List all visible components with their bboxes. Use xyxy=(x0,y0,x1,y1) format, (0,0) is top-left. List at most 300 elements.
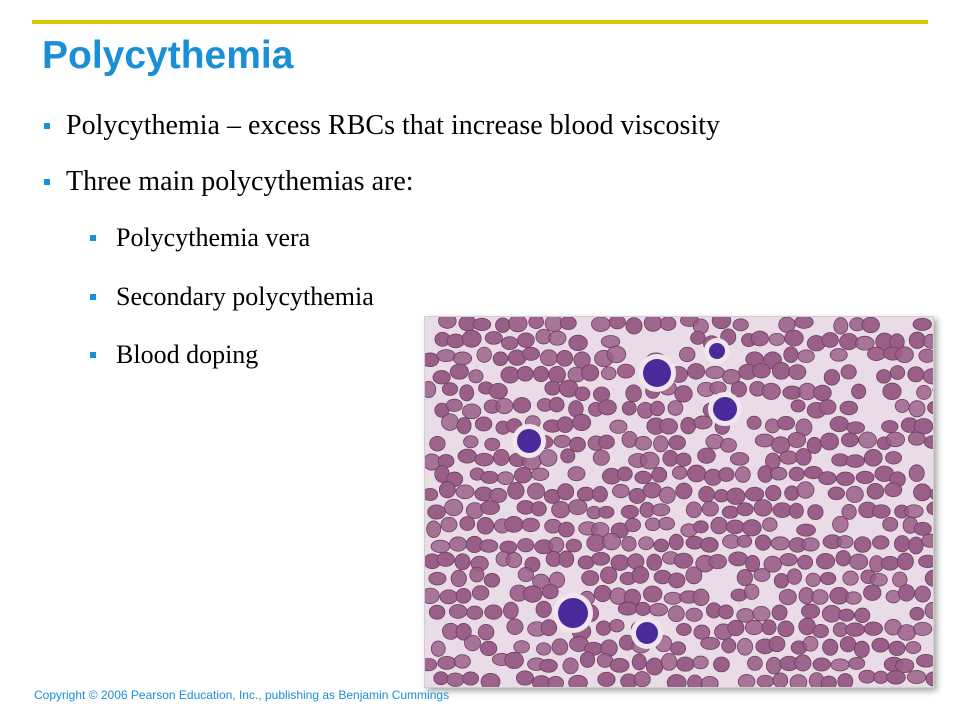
red-blood-cell xyxy=(694,521,709,533)
red-blood-cell xyxy=(542,584,558,598)
red-blood-cell xyxy=(475,453,493,466)
red-blood-cell xyxy=(523,586,542,602)
red-blood-cell xyxy=(688,364,705,380)
red-blood-cell xyxy=(635,471,652,483)
red-blood-cell xyxy=(762,383,780,399)
red-blood-cell xyxy=(458,449,476,463)
red-blood-cell xyxy=(823,639,838,655)
red-blood-cell xyxy=(883,383,901,400)
red-blood-cell xyxy=(439,317,457,328)
red-blood-cell xyxy=(733,319,748,331)
red-blood-cell xyxy=(663,450,678,466)
red-blood-cell xyxy=(837,536,853,548)
red-blood-cell xyxy=(919,349,933,362)
red-blood-cell xyxy=(654,539,669,552)
red-blood-cell xyxy=(830,349,847,362)
red-blood-cell xyxy=(626,318,642,334)
red-blood-cell xyxy=(862,317,880,333)
sub-bullet-text: Polycythemia vera xyxy=(116,223,311,252)
red-blood-cell xyxy=(430,436,446,451)
red-blood-cell xyxy=(791,400,805,412)
red-blood-cell xyxy=(514,641,530,653)
red-blood-cell xyxy=(531,502,546,516)
red-blood-cell xyxy=(883,517,898,531)
red-blood-cell xyxy=(559,551,574,567)
blood-smear-image xyxy=(425,317,933,687)
red-blood-cell xyxy=(913,622,931,635)
red-blood-cell xyxy=(425,658,437,670)
red-blood-cell xyxy=(867,483,884,499)
red-blood-cell xyxy=(477,517,494,534)
red-blood-cell xyxy=(621,505,638,518)
red-blood-cell xyxy=(561,449,575,463)
red-blood-cell xyxy=(905,505,924,518)
red-blood-cell xyxy=(841,433,858,447)
red-blood-cell xyxy=(887,671,906,684)
red-blood-cell xyxy=(472,586,489,600)
red-blood-cell xyxy=(563,658,578,674)
red-blood-cell xyxy=(872,505,890,518)
red-blood-cell xyxy=(659,487,675,503)
red-blood-cell xyxy=(467,606,483,619)
red-blood-cell xyxy=(480,540,498,553)
red-blood-cell xyxy=(872,638,889,652)
bullet-marker-icon xyxy=(90,352,96,358)
red-blood-cell xyxy=(607,346,626,363)
red-blood-cell xyxy=(677,657,694,671)
red-blood-cell xyxy=(540,659,558,672)
red-blood-cell xyxy=(536,643,551,655)
top-rule xyxy=(32,20,928,24)
red-blood-cell xyxy=(694,416,712,429)
red-blood-cell xyxy=(916,654,933,667)
red-blood-cell xyxy=(463,672,479,685)
red-blood-cell xyxy=(796,448,811,465)
red-blood-cell xyxy=(497,472,513,485)
red-blood-cell xyxy=(867,347,885,361)
red-blood-cell xyxy=(836,472,854,485)
red-blood-cell xyxy=(780,451,798,464)
red-blood-cell xyxy=(622,536,636,551)
red-blood-cell xyxy=(639,537,654,550)
red-blood-cell xyxy=(667,674,686,687)
red-blood-cell xyxy=(914,522,931,535)
red-blood-cell xyxy=(909,465,924,482)
red-blood-cell xyxy=(735,467,750,483)
red-blood-cell xyxy=(843,571,859,585)
red-blood-cell xyxy=(569,675,588,687)
red-blood-cell xyxy=(431,540,450,552)
red-blood-cell xyxy=(477,347,492,362)
red-blood-cell xyxy=(580,652,594,668)
red-blood-cell xyxy=(806,573,820,586)
red-blood-cell xyxy=(773,673,788,687)
red-blood-cell xyxy=(795,655,811,671)
red-blood-cell xyxy=(593,486,608,502)
red-blood-cell xyxy=(427,521,441,538)
red-blood-cell xyxy=(828,487,844,500)
red-blood-cell xyxy=(679,347,695,361)
red-blood-cell xyxy=(762,518,777,531)
red-blood-cell xyxy=(502,337,518,350)
red-blood-cell xyxy=(514,467,531,483)
red-blood-cell xyxy=(539,450,556,467)
red-blood-cell xyxy=(909,401,925,417)
red-blood-cell xyxy=(617,467,632,481)
white-blood-cell-nucleus xyxy=(709,343,725,359)
red-blood-cell xyxy=(462,404,480,419)
red-blood-cell xyxy=(722,639,736,653)
red-blood-cell xyxy=(625,518,640,531)
red-blood-cell xyxy=(890,366,904,380)
red-blood-cell xyxy=(780,553,797,565)
red-blood-cell xyxy=(661,653,677,670)
red-blood-cell xyxy=(742,520,761,536)
red-blood-cell xyxy=(518,539,534,552)
red-blood-cell xyxy=(751,331,768,346)
red-blood-cell xyxy=(754,500,772,517)
bullet-marker-icon xyxy=(44,123,50,129)
red-blood-cell xyxy=(798,555,813,569)
red-blood-cell xyxy=(698,448,716,463)
red-blood-cell xyxy=(846,623,865,636)
red-blood-cell xyxy=(822,333,838,348)
red-blood-cell xyxy=(447,673,464,687)
red-blood-cell xyxy=(676,623,691,635)
red-blood-cell xyxy=(636,602,651,615)
red-blood-cell xyxy=(773,503,792,518)
red-blood-cell xyxy=(813,658,831,671)
red-blood-cell xyxy=(788,432,806,447)
red-blood-cell xyxy=(450,537,467,551)
red-blood-cell xyxy=(672,466,687,479)
red-blood-cell xyxy=(797,482,814,498)
red-blood-cell xyxy=(643,586,662,602)
red-blood-cell xyxy=(753,363,771,378)
red-blood-cell xyxy=(431,641,445,656)
red-blood-cell xyxy=(601,367,616,380)
red-blood-cell xyxy=(693,656,708,669)
red-blood-cell xyxy=(864,585,881,601)
red-blood-cell xyxy=(838,674,853,687)
red-blood-cell xyxy=(527,483,544,499)
red-blood-cell xyxy=(813,624,829,637)
white-blood-cell-nucleus xyxy=(517,429,541,453)
red-blood-cell xyxy=(789,467,804,481)
red-blood-cell xyxy=(529,317,544,329)
red-blood-cell xyxy=(481,471,499,483)
red-blood-cell xyxy=(456,485,474,499)
red-blood-cell xyxy=(660,317,676,330)
red-blood-cell xyxy=(669,534,683,550)
red-blood-cell xyxy=(434,672,448,685)
red-blood-cell xyxy=(568,500,587,515)
red-blood-cell xyxy=(831,659,849,671)
red-blood-cell xyxy=(464,436,479,448)
red-blood-cell xyxy=(909,537,923,554)
red-blood-cell xyxy=(757,675,773,687)
red-blood-cell xyxy=(830,417,849,432)
red-blood-cell xyxy=(439,482,455,498)
red-blood-cell xyxy=(889,641,905,655)
red-blood-cell xyxy=(907,670,926,683)
red-blood-cell xyxy=(552,639,568,655)
red-blood-cell xyxy=(896,347,914,363)
red-blood-cell xyxy=(702,501,718,516)
red-blood-cell xyxy=(714,657,730,672)
red-blood-cell xyxy=(575,387,590,401)
red-blood-cell xyxy=(886,432,904,447)
red-blood-cell xyxy=(622,401,636,415)
red-blood-cell xyxy=(505,516,523,532)
red-blood-cell xyxy=(643,483,661,498)
red-blood-cell xyxy=(840,636,856,651)
red-blood-cell xyxy=(612,484,629,498)
white-blood-cell-nucleus xyxy=(558,598,588,628)
red-blood-cell xyxy=(635,436,652,450)
red-blood-cell xyxy=(744,584,759,599)
red-blood-cell xyxy=(769,333,785,345)
red-blood-cell xyxy=(447,334,465,348)
red-blood-cell xyxy=(569,335,588,350)
red-blood-cell xyxy=(664,592,682,604)
bullet-item xyxy=(44,166,414,198)
red-blood-cell xyxy=(505,652,524,668)
red-blood-cell xyxy=(632,654,646,670)
red-blood-cell xyxy=(442,414,459,431)
red-blood-cell xyxy=(816,553,834,569)
red-blood-cell xyxy=(726,520,744,534)
red-blood-cell xyxy=(566,539,582,552)
red-blood-cell xyxy=(670,642,685,655)
red-blood-cell xyxy=(501,367,519,383)
red-blood-cell xyxy=(503,602,518,619)
red-blood-cell xyxy=(746,487,764,501)
red-blood-cell xyxy=(438,656,456,669)
red-blood-cell xyxy=(906,642,921,654)
red-blood-cell xyxy=(845,592,861,604)
red-blood-cell xyxy=(691,331,706,344)
red-blood-cell xyxy=(646,658,663,675)
red-blood-cell xyxy=(874,671,888,683)
red-blood-cell xyxy=(489,383,507,399)
red-blood-cell xyxy=(737,638,752,655)
red-blood-cell xyxy=(548,676,564,687)
red-blood-cell xyxy=(849,657,865,669)
red-blood-cell xyxy=(686,567,702,584)
red-blood-cell xyxy=(557,484,573,500)
red-blood-cell xyxy=(820,400,836,415)
red-blood-cell xyxy=(908,432,925,445)
red-blood-cell xyxy=(536,601,551,617)
red-blood-cell xyxy=(462,330,481,347)
red-blood-cell xyxy=(577,487,594,501)
red-blood-cell xyxy=(834,318,848,335)
red-blood-cell xyxy=(686,608,702,621)
red-blood-cell xyxy=(668,401,683,416)
red-blood-cell xyxy=(649,603,667,616)
red-blood-cell xyxy=(549,366,566,383)
red-blood-cell xyxy=(517,366,533,381)
bullet-item xyxy=(44,110,720,142)
red-blood-cell xyxy=(706,366,725,378)
red-blood-cell xyxy=(722,506,738,518)
red-blood-cell xyxy=(886,451,902,464)
slide-title: Polycythemia xyxy=(42,34,294,77)
red-blood-cell xyxy=(772,362,790,379)
red-blood-cell xyxy=(720,438,736,452)
red-blood-cell xyxy=(591,317,610,331)
red-blood-cell xyxy=(870,573,887,586)
red-blood-cell xyxy=(560,317,576,330)
red-blood-cell xyxy=(864,622,882,635)
red-blood-cell xyxy=(798,350,814,363)
red-blood-cell xyxy=(846,455,865,468)
sub-bullet-item xyxy=(90,223,310,253)
red-blood-cell xyxy=(785,330,804,346)
red-blood-cell xyxy=(801,604,819,618)
red-blood-cell xyxy=(669,573,685,588)
blood-smear-micrograph xyxy=(424,316,934,688)
red-blood-cell xyxy=(839,609,854,621)
red-blood-cell xyxy=(737,570,752,586)
red-blood-cell xyxy=(766,657,781,674)
red-blood-cell xyxy=(454,655,470,669)
red-blood-cell xyxy=(687,465,705,482)
red-blood-cell xyxy=(855,608,870,622)
red-blood-cell xyxy=(897,553,913,570)
red-blood-cell xyxy=(719,468,734,482)
red-blood-cell xyxy=(915,586,931,602)
red-blood-cell xyxy=(895,399,909,412)
red-blood-cell xyxy=(610,658,629,672)
red-blood-cell xyxy=(634,672,650,687)
red-blood-cell xyxy=(894,536,909,552)
red-blood-cell xyxy=(802,538,819,551)
sub-bullet-text: Blood doping xyxy=(116,340,259,369)
red-blood-cell xyxy=(803,636,818,651)
red-blood-cell xyxy=(554,435,570,447)
white-blood-cell-nucleus xyxy=(636,622,658,644)
sub-bullet-item xyxy=(90,282,374,312)
red-blood-cell xyxy=(440,590,458,604)
red-blood-cell xyxy=(618,602,637,615)
red-blood-cell xyxy=(475,417,492,431)
red-blood-cell xyxy=(549,331,566,345)
red-blood-cell xyxy=(485,332,502,345)
red-blood-cell xyxy=(819,472,837,485)
red-blood-cell xyxy=(797,524,816,536)
red-blood-cell xyxy=(833,516,849,532)
red-blood-cell xyxy=(469,370,483,383)
sub-bullet-text: Secondary polycythemia xyxy=(116,282,374,311)
red-blood-cell xyxy=(881,556,898,570)
red-blood-cell xyxy=(453,352,471,365)
red-blood-cell xyxy=(688,675,703,687)
red-blood-cell xyxy=(533,366,548,382)
red-blood-cell xyxy=(654,436,669,452)
red-blood-cell xyxy=(747,416,761,429)
red-blood-cell xyxy=(507,619,523,635)
red-blood-cell xyxy=(522,518,539,532)
red-blood-cell xyxy=(647,554,662,570)
red-blood-cell xyxy=(659,517,675,530)
red-blood-cell xyxy=(449,605,467,619)
red-blood-cell xyxy=(558,522,574,537)
red-blood-cell xyxy=(846,486,863,502)
red-blood-cell xyxy=(841,365,856,379)
red-blood-cell xyxy=(485,438,500,450)
red-blood-cell xyxy=(457,417,471,433)
red-blood-cell xyxy=(686,502,701,518)
red-blood-cell xyxy=(429,605,445,619)
red-blood-cell xyxy=(609,317,625,329)
red-blood-cell xyxy=(913,318,931,330)
red-blood-cell xyxy=(840,401,858,415)
red-blood-cell xyxy=(451,570,466,586)
red-blood-cell xyxy=(729,552,748,566)
red-blood-cell xyxy=(652,504,670,516)
red-blood-cell xyxy=(790,675,807,687)
red-blood-cell xyxy=(582,571,599,586)
red-blood-cell xyxy=(480,641,496,655)
red-blood-cell xyxy=(645,518,660,531)
red-blood-cell xyxy=(669,436,686,450)
red-blood-cell xyxy=(730,453,749,466)
red-blood-cell xyxy=(728,620,744,635)
red-blood-cell xyxy=(852,384,866,399)
red-blood-cell xyxy=(596,621,611,635)
red-blood-cell xyxy=(917,385,931,399)
red-blood-cell xyxy=(594,585,611,601)
red-blood-cell xyxy=(674,553,693,568)
red-blood-cell xyxy=(425,588,439,604)
red-blood-cell xyxy=(450,364,468,379)
red-blood-cell xyxy=(675,386,693,402)
red-blood-cell xyxy=(769,636,785,651)
red-blood-cell xyxy=(425,488,438,500)
red-blood-cell xyxy=(898,625,916,641)
red-blood-cell xyxy=(549,397,564,412)
red-blood-cell xyxy=(908,367,924,382)
red-blood-cell xyxy=(464,635,480,651)
red-blood-cell xyxy=(709,554,727,568)
red-blood-cell xyxy=(456,588,471,603)
red-blood-cell xyxy=(795,317,813,328)
red-blood-cell xyxy=(557,350,573,366)
red-blood-cell xyxy=(821,676,836,687)
red-blood-cell xyxy=(814,385,832,400)
red-blood-cell xyxy=(784,347,798,363)
red-blood-cell xyxy=(513,398,531,413)
red-blood-cell xyxy=(626,385,642,402)
red-blood-cell xyxy=(755,535,770,550)
red-blood-cell xyxy=(644,317,661,331)
bullet-marker-icon xyxy=(90,294,96,300)
red-blood-cell xyxy=(914,484,932,501)
red-blood-cell xyxy=(473,318,490,330)
red-blood-cell xyxy=(859,432,877,448)
red-blood-cell xyxy=(506,553,521,568)
red-blood-cell xyxy=(919,555,933,567)
red-blood-cell xyxy=(549,537,564,552)
red-blood-cell xyxy=(789,503,803,518)
red-blood-cell xyxy=(622,431,637,447)
sub-bullet-item xyxy=(90,340,258,370)
red-blood-cell xyxy=(836,551,851,566)
red-blood-cell xyxy=(557,417,573,433)
red-blood-cell xyxy=(779,589,796,604)
